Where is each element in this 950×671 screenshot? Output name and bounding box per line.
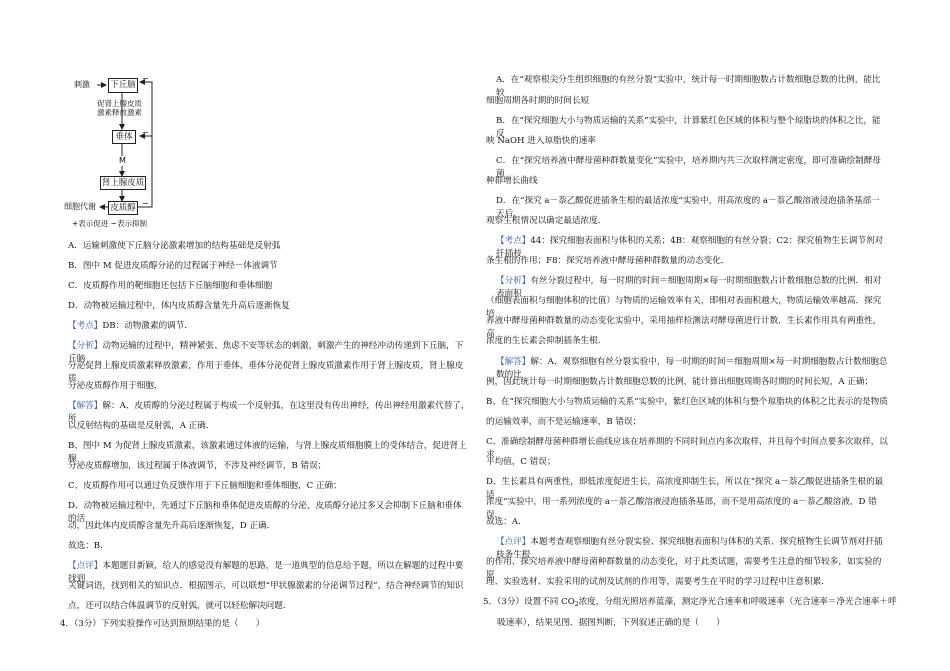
adrenal-cortex-box: 肾上腺皮质 — [101, 178, 145, 188]
knowledge-tag: 【考点】 — [68, 321, 103, 331]
q4-comment-text: 本题考查观察细胞有丝分裂实验、探究细胞表面积与体积的关系、探究植物生长调节剂对扦插枝条生根 — [496, 537, 883, 560]
hormone-label-line1: 促肾上腺皮质 — [97, 99, 142, 108]
question-5-text-a: 5．（3分）设置不同 CO — [483, 597, 575, 607]
q4-knowledge-tag: 【考点】 — [496, 236, 531, 246]
comment-line2: 关键词语，找到相关的知识点．根据图示，可以联想“甲状腺激素的分泌调节过程”，结合神经调节的知识 — [68, 581, 464, 591]
cell-metabolism-label: 细胞代谢 — [64, 202, 96, 211]
knowledge-point — [68, 320, 193, 333]
comment-line3: 点，还可以结合体温调节的反射弧，就可以轻松解决问题． — [68, 601, 292, 611]
q4-analysis-text: 有丝分裂过程中，每一时期的时间＝细胞周期×每一时期细胞数占计数细胞总数的比例．相对表面积 — [496, 276, 882, 299]
q4-option-b-line1: B．在“探究细胞大小与物质运输的关系”实验中，计算紫红色区域的体积与整个琼脂块的体积之比，能反 — [496, 116, 881, 139]
option-b: B．图中 M 促进皮质醇分泌的过程属于神经－体液调节 — [68, 261, 278, 271]
analysis-line3: 分泌皮质醇作用于细胞． — [68, 381, 163, 391]
q4-solution-line8: 浓度”实验中，用一系列浓度的 a－萘乙酸溶液浸泡插条基部，而不是用高浓度的 a－萘乙酸溶液，D 错误． — [486, 497, 877, 520]
q4-solution-line6: 平均值，C 错误； — [486, 457, 556, 467]
knowledge-text: DB：动物激素的调节． — [102, 321, 193, 331]
m-label: M — [119, 156, 126, 165]
diagram-legend: +表示促进 −表示抑制 — [72, 219, 147, 228]
flow-diagram — [64, 70, 174, 230]
q4-knowledge-text: 44：探究细胞表面积与体积的关系；4B：观察细胞的有丝分裂；C2：探究植物生长调节剂对扦插枝 — [496, 236, 884, 259]
q4-option-d-line2: 观察生根情况以确定最适浓度． — [486, 216, 607, 226]
q4-comment-line2: 的作用、探究培养液中酵母菌种群数量的动态变化，对于此类试题，需要考生注意的细节较多，如实验的原 — [486, 557, 882, 580]
solution-line4: 分泌皮质醇增加，该过程属于体液调节，不涉及神经调节，B 错误； — [68, 461, 327, 471]
q4-solution-line7: D、生长素具有两重性，即低浓度促进生长，高浓度抑制生长，所以在“探究 a－萘乙酸促进插条生根的最适 — [486, 477, 884, 500]
q4-solution-line9: 故选：A． — [486, 517, 527, 527]
q4-analysis-line2: （细胞表面积与细胞体积的比值）与物质的运输效率有关，即相对表面积越大，物质运输效率越高．探究培 — [486, 296, 882, 319]
q4-option-a-line2: 细胞周期各时期的时间长短 — [486, 96, 590, 106]
q4-comment-tag: 【点评】 — [496, 537, 531, 547]
solution-line2: 以反射结构的基础是反射弧，A 正确． — [68, 421, 215, 431]
question-5-line2: 吸速率），结果见图．据图判断，下列叙述正确的是（ ） — [497, 618, 725, 628]
q4-option-a-line1: A．在“观察根尖分生组织细胞的有丝分裂”实验中，统计每一时期细胞数占计数细胞总数的比例，能比较 — [496, 75, 881, 98]
solution-text: 解：A、皮质醇的分泌过程属于构成一个反射弧，在这里没有传出神经，传出神经用激素代替了，所 — [68, 401, 470, 424]
co2-subscript: 2 — [574, 601, 579, 608]
solution-line7: 动，因此体内皮质醇含量先升高后逐渐恢复，D 正确． — [68, 521, 276, 531]
option-c: C．皮质醇作用的靶细胞还包括下丘脑细胞和垂体细胞 — [68, 281, 273, 291]
q4-solution-line3: B、在“探究细胞大小与物质运输的关系”实验中，紫红色区域的体积与整个琼脂块的体积之比表示的是物质 — [486, 397, 888, 407]
pituitary-box: 垂体 — [112, 130, 136, 144]
q4-option-c-line2: 种群增长曲线 — [486, 176, 538, 186]
q4-analysis-line4: 浓度的生长素会抑制插条生根． — [486, 336, 607, 346]
solution-line5: C、皮质醇作用可以通过负反馈作用于下丘脑细胞和垂体细胞，C 正确； — [68, 481, 342, 491]
analysis-text: 动物运输的过程中，精神紧张、焦虑不安等状态的刺激，刺激产生的神经冲动传递到下丘脑，下丘脑 — [68, 341, 464, 364]
question-4: 4．（3分）下列实验操作可达到预期结果的是（ ） — [60, 619, 265, 629]
q4-solution-line5: C、准确绘制酵母菌种群增长曲线应该在培养期的不同时间点内多次取样，并且每个时间点要多次取样，以求 — [486, 437, 888, 460]
comment-tag: 【点评】 — [68, 561, 103, 571]
q4-analysis-tag: 【分析】 — [496, 276, 531, 286]
q4-knowledge-line2: 条生根的作用；F8：探究培养液中酵母菌种群数量的动态变化． — [486, 256, 730, 266]
solution-tag: 【解答】 — [68, 401, 103, 411]
stimulus-label: 刺激 — [74, 80, 90, 89]
q4-option-c-line1: C．在“探究培养液中酵母菌种群数量变化”实验中，培养期内共三次取样测定密度，即可准确绘制酵母菌 — [496, 156, 881, 179]
option-a: A．运输刺激使下丘脑分泌激素增加的结构基础是反射弧 — [68, 241, 281, 251]
hormone-label-line2: 激素释放激素 — [97, 108, 142, 117]
q4-solution-text: 解：A、观察细胞有丝分裂实验中，每一时期的时间＝细胞周期×每一时期细胞数占计数细胞总数的比 — [496, 357, 888, 380]
cortisol-box: 皮质醇 — [108, 201, 138, 215]
solution-line6: D、动物被运输过程中，先通过下丘脑和垂体促进皮质醇的分泌，皮质醇分泌过多又会抑制下丘脑和垂体的活 — [68, 501, 462, 524]
inhibition-sign-pituitary: − — [142, 128, 149, 137]
analysis-tag: 【分析】 — [68, 341, 103, 351]
question-5-line1 — [483, 596, 897, 610]
comment-text: 本题题目新颖，给人的感觉没有解题的思路，是一道典型的信息给予题，所以在解题的过程中要找到 — [68, 561, 464, 584]
q4-solution-line4: 的运输效率，而不是运输速率，B 错误； — [486, 417, 642, 427]
q4-option-d-line1: D．在“探究 a－萘乙酸促进插条生根的最适浓度”实验中，用高浓度的 a－萘乙酸溶液浸泡插条基部一天后， — [496, 196, 880, 219]
q4-analysis-line3: 养液中酵母菌种群数量的动态变化实验中，采用抽样检测法对酵母菌进行计数．生长素作用具有两重性，高 — [486, 316, 882, 339]
inhibition-sign-hypothalamus: − — [142, 74, 149, 83]
analysis-line2: 分泌促肾上腺皮质激素释放激素，作用于垂体，垂体分泌促肾上腺皮质激素作用于肾上腺皮质，肾上腺皮质 — [68, 361, 464, 384]
inhibition-sign-cortisol: − — [142, 199, 149, 208]
solution-line8: 故选：B． — [68, 541, 109, 551]
q4-option-b-line2: 映 NaOH 进入琼脂快的速率 — [486, 136, 596, 146]
hypothalamus-box: 下丘脑 — [108, 78, 138, 93]
q4-solution-line2: 例，因此统计每一时期细胞数占计数细胞总数的比例，能计算出细胞周期各时期的时间长短，A 正确； — [486, 377, 874, 387]
solution-line3: B、图中 M 为促肾上腺皮质激素，该激素通过体液的运输，与肾上腺皮质细胞膜上的受体结合，促进肾上腺 — [68, 441, 467, 464]
question-5-text-b: 浓度，分组光照培养蓝藻，测定净光合速率和呼吸速率（光合速率＝净光合速率＋呼 — [578, 597, 897, 607]
q4-solution-tag: 【解答】 — [496, 357, 531, 367]
option-d: D．动物被运输过程中，体内皮质醇含量先升高后逐渐恢复 — [68, 301, 290, 311]
q4-comment-line3: 理、实验选材、实验采用的试剂及试剂的作用等，需要考生在平时的学习过程中注意积累． — [486, 577, 830, 587]
